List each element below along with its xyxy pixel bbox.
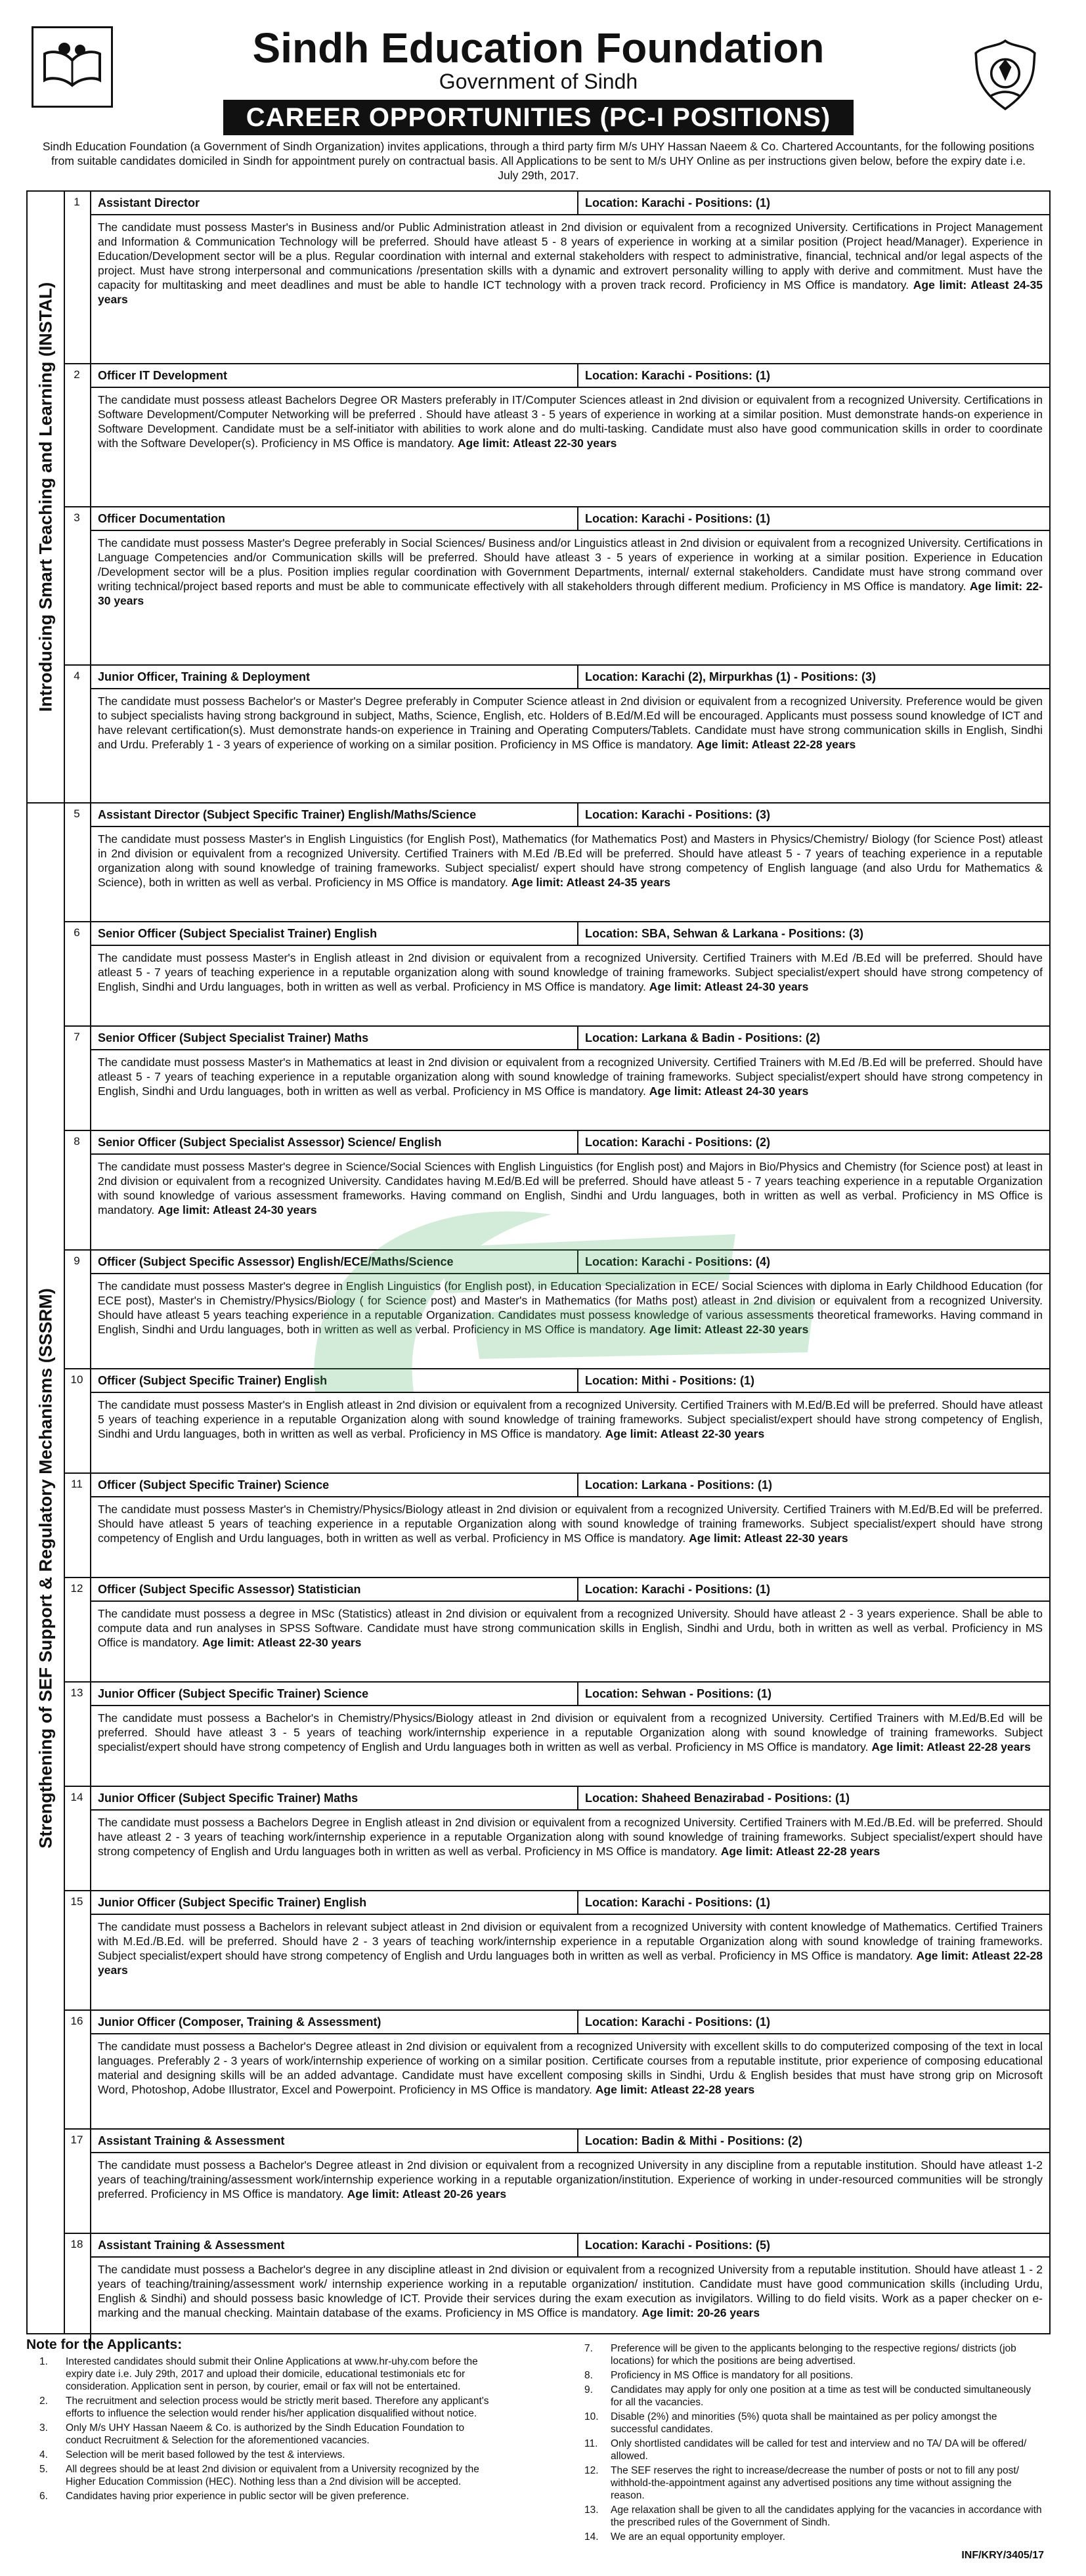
position-body xyxy=(91,666,1049,807)
note-number: 13. xyxy=(584,2504,599,2516)
position-description xyxy=(91,946,1049,998)
position-header xyxy=(91,1683,1049,1706)
age-limit: Age limit: Atleast 22-28 years xyxy=(98,1949,1043,1977)
note-item xyxy=(39,2463,499,2488)
position-row xyxy=(64,1578,1049,1683)
position-header xyxy=(91,2130,1049,2153)
position-body xyxy=(91,192,1049,363)
position-number: 13 xyxy=(64,1683,91,1786)
note-number: 7. xyxy=(584,2343,593,2354)
position-description xyxy=(91,1274,1049,1341)
note-item xyxy=(584,2342,1044,2367)
note-item xyxy=(584,2437,1044,2462)
position-body xyxy=(91,2234,1049,2350)
position-description xyxy=(91,1497,1049,1549)
position-title: Junior Officer (Composer, Training & Assessment) xyxy=(91,2011,578,2033)
description-text: The candidate must possess Master's in Business and/or Public Administration atleast in 2nd division or equivalent from a recognized University. Certifications in Project Management and Information & Communication Technology will be preferred. Should have atleast 5 - 8 years of experience in working at a similar position (Project head/Manager). Experience in Education/Development sector will be a plus. Regular coordination with internal and external stakeholders with respect to administrative, financial, technical and/or legal aspects of the project. Must have strong interpersonal and communications /presentation skills with a dynamic and extrovert personality willing to apply with derive and commitment. Must have the capacity for multitasking and meet deadlines and must be able to handle ICT technology with a proven track record. Proficiency in MS Office is mandatory. xyxy=(98,221,1043,291)
position-title: Officer (Subject Specific Trainer) Science xyxy=(91,1474,578,1496)
position-row xyxy=(64,1027,1049,1131)
note-number: 12. xyxy=(584,2465,599,2476)
position-location: Location: SBA, Sehwan & Larkana - Positions: (3) xyxy=(585,927,864,941)
description-text: The candidate must possess Master's in English atleast in 2nd division or equivalent from a recognized University. Certified Trainers with M.Ed/B.Ed will be preferred. Should have atleast 5 years of teaching experience in a reputable Organization along with sound knowledge of training frameworks. Subject specialist/expert should have strong competency of English, Sindhi and Urdu languages, both in written as well as verbal. Proficiency in MS Office is mandatory. xyxy=(98,1398,1043,1440)
position-row xyxy=(64,804,1049,922)
description-text: The candidate must possess a Bachelors in relevant subject atleast in 2nd division or equivalent from a recognized University with content knowledge of Mathematics. Certified Trainers with M.Ed./B.Ed. will be preferred. Should have 2 - 3 years of teaching work/internship experience in a reputable Organization along with sound knowledge of training frameworks. Subject specialist/expert should have strong competency of English and Urdu languages both in written as well as verbal. Proficiency in MS Office is mandatory. xyxy=(98,1920,1043,1963)
note-item xyxy=(584,2531,1044,2543)
age-limit: Age limit: Atleast 24-30 years xyxy=(158,1203,317,1217)
position-body xyxy=(91,1369,1049,1472)
description-text: The candidate must possess a Bachelor's degree in any discipline atleast in 2nd division or equivalent from a recognized University from a reputable institution. Should have atleast 1 - 2 years of teaching/training/assessment work/ internship experience working in a reputable organization/ institution. Candidate must have good communication skills (including Urdu, English & Sindhi) and should possess basic knowledge of ICT. Provide their services during the exam execution as invigilators. Willing to do field visits. Work as a paper checker on e-marking and the manual checking. Maintain database of the exams. Proficiency in MS Office is mandatory. xyxy=(98,2262,1043,2319)
note-text: Candidates may apply for only one position at a time as test will be conducted simultaneously for all the vacancies. xyxy=(611,2384,1032,2408)
position-body xyxy=(91,507,1049,664)
position-number: 17 xyxy=(64,2130,91,2233)
position-title: Officer (Subject Specific Assessor) Statistician xyxy=(91,1578,578,1600)
position-header xyxy=(91,1474,1049,1497)
position-row xyxy=(64,922,1049,1027)
position-row xyxy=(64,2011,1049,2130)
position-body xyxy=(91,1578,1049,1681)
position-number: 8 xyxy=(64,1131,91,1249)
description-text: The candidate must possess a Bachelor's Degree atleast in 2nd division or equivalent from a recognized University with excellent skills to do computerized composing of the text in local languages. Preferably 2 - 3 years of work/internship experience of working on a similar position. Certificate courses from a reputable institute, prior experience of composing educational material and designing skills will be an added advantage. Candidate must have excellent composing skills in Sindhi, Urdu & English besides that must have strong grip on Microsoft Word, Photoshop, Adobe Illustrator, Excel and Powerpoint. Proficiency in MS Office is mandatory. xyxy=(98,2039,1043,2096)
position-body xyxy=(91,364,1049,507)
description-text: The candidate must possess a Bachelor's Degree atleast in 2nd division or equivalent from a recognized University in any discipline from a reputable institution. Should have atleast 1-2 years of teaching/training/assessment work/internship experience working in a reputable organization/institution. Experience of working in under-resourced communities will be strongly preferred. Proficiency in MS Office is mandatory. xyxy=(98,2158,1043,2200)
description-text: The candidate must possess Bachelor's or Master's Degree preferably in Computer Science atleast in 2nd division or equivalent from a recognized University. Preference would be given to subject specialists having strong background in subject, Maths, Science, English, etc. Holders of B.Ed/M.Ed will be encouraged. Applicants must possess sound knowledge of ICT and have relevant certification(s). Must demonstrate hands-on experience in Training and Operating Computers/Tablets. Candidate must have strong communication skills in English, Sindhi and Urdu. Preferably 1 - 3 years of experience of working on a similar position. Proficiency in MS Office is mandatory. xyxy=(98,694,1043,751)
position-number: 2 xyxy=(64,364,91,507)
notes-left-column xyxy=(39,2355,499,2504)
position-number: 16 xyxy=(64,2011,91,2128)
age-limit: Age limit: Atleast 22-30 years xyxy=(649,1322,809,1336)
intro-text: Sindh Education Foundation (a Government of Sindh Organization) invites applications, through a third party firm M/s UHY Hassan Naeem & Co. Chartered Accountants, for the following positions from suitable candidates domiciled in Sindh for appointment purely on contractual basis. All Applications to be sent to M/s UHY Online as per instructions given below, before the expiry date i.e. July 29th, 2017. xyxy=(42,140,1035,182)
note-item xyxy=(39,2395,499,2420)
age-limit: Age limit: Atleast 22-30 years xyxy=(457,436,617,450)
note-item xyxy=(584,2464,1044,2502)
age-limit: Age limit: Atleast 22-28 years xyxy=(595,2082,755,2096)
note-number: 9. xyxy=(584,2384,593,2395)
reference-number: INF/KRY/3405/17 xyxy=(961,2550,1044,2561)
position-title: Officer (Subject Specific Trainer) English xyxy=(91,1369,578,1392)
note-text: Only M/s UHY Hassan Naeem & Co. is authorized by the Sindh Education Foundation to conduct Recruitment & Selection for the aforementioned vacancies. xyxy=(66,2422,465,2446)
position-number: 14 xyxy=(64,1787,91,1890)
note-number: 1. xyxy=(39,2356,48,2367)
position-body xyxy=(91,1474,1049,1577)
position-location: Location: Karachi - Positions: (1) xyxy=(585,1582,771,1596)
section-instal xyxy=(26,190,1051,804)
age-limit: Age limit: Atleast 24-30 years xyxy=(649,980,809,994)
position-number: 5 xyxy=(64,804,91,921)
description-text: The candidate must possess a Bachelor's in Chemistry/Physics/Biology atleast in 2nd division or equivalent from a recognized University. Certified Trainers with M.Ed/B.Ed will be preferred. Should have atleast 3 - 5 years of teaching work/internship experience in a reputable Organization along with sound knowledge of training frameworks. Subject specialist/expert should have strong competency of English and Urdu languages both in written as well as verbal. Proficiency in MS Office is mandatory. xyxy=(98,1711,1043,1754)
position-location: Location: Karachi - Positions: (4) xyxy=(585,1255,771,1268)
position-header xyxy=(91,1578,1049,1602)
position-location: Location: Larkana - Positions: (1) xyxy=(585,1478,773,1492)
position-body xyxy=(91,1131,1049,1249)
position-header xyxy=(91,1787,1049,1811)
position-location: Location: Karachi - Positions: (1) xyxy=(585,512,771,525)
note-text: All degrees should be at least 2nd division or equivalent from a University recognized by the Higher Education Commission (HEC). Nothing less than a 2nd division will be accepted. xyxy=(66,2464,479,2487)
age-limit: Age limit: 22-30 years xyxy=(98,580,1043,607)
note-item xyxy=(39,2422,499,2447)
position-row xyxy=(64,2130,1049,2234)
position-number: 1 xyxy=(64,192,91,363)
position-number: 10 xyxy=(64,1369,91,1472)
position-header xyxy=(91,364,1049,388)
note-text: Age relaxation shall be given to all the candidates applying for the vacancies in accordance with the prescribed rules of the Government of Sindh. xyxy=(611,2504,1042,2528)
position-row xyxy=(64,1787,1049,1891)
position-body xyxy=(91,804,1049,921)
note-number: 2. xyxy=(39,2395,48,2407)
age-limit: Age limit: Atleast 22-30 years xyxy=(689,1531,848,1545)
position-location: Location: Mithi - Positions: (1) xyxy=(585,1373,754,1387)
position-title: Assistant Training & Assessment xyxy=(91,2130,578,2152)
position-location: Location: Karachi (2), Mirpurkhas (1) - Positions: (3) xyxy=(585,670,877,683)
note-number: 4. xyxy=(39,2449,48,2460)
position-row xyxy=(64,1251,1049,1369)
position-header xyxy=(91,922,1049,946)
position-title: Officer (Subject Specific Assessor) English/ECE/Maths/Science xyxy=(91,1251,578,1273)
position-body xyxy=(91,1787,1049,1890)
position-number: 18 xyxy=(64,2234,91,2350)
position-location: Location: Larkana & Badin - Positions: (2) xyxy=(585,1031,821,1045)
position-rows xyxy=(64,804,1049,2333)
note-number: 11. xyxy=(584,2438,598,2449)
position-description xyxy=(91,531,1049,612)
note-text: Preference will be given to the applicants belonging to the respective regions/ districts (job locations) for which the positions are being advertised. xyxy=(611,2343,1016,2367)
position-number: 7 xyxy=(64,1027,91,1130)
note-text: The SEF reserves the right to increase/decrease the number of posts or not to fill any post/ withhold-the-appointment against any advertised positions any time without assigning the reason. xyxy=(611,2465,1020,2501)
position-description xyxy=(91,1706,1049,1758)
note-item xyxy=(39,2355,499,2393)
note-item xyxy=(584,2504,1044,2529)
description-text: The candidate must possess Master's in Chemistry/Physics/Biology atleast in 2nd division or equivalent from a recognized University. Certified Trainers with M.Ed/B.Ed will be preferred. Should have atleast 5 years of teaching experience in a reputable Organization along with sound knowledge of training frameworks. Subject specialist/expert should have strong competency of English and Urdu languages, both in written as well as verbal. Proficiency in MS Office is mandatory. xyxy=(98,1502,1043,1545)
age-limit: Age limit: Atleast 22-28 years xyxy=(871,1740,1031,1754)
note-text: Interested candidates should submit their Online Applications at www.hr-uhy.com before the expiry date i.e. July 29th, 2017 and upload their domicile, educational testimonials etc for consideration. Application sent in person, by courier, email or fax will not be entertained. xyxy=(66,2356,478,2392)
note-item xyxy=(584,2384,1044,2409)
description-text: The candidate must possess Master's Degree preferably in Social Sciences/ Business and/or Linguistics atleast in 2nd division or equivalent from a recognized University. Certifications in Language Competencies and/or Communication skills will be preferred. Should have atleast 3 - 5 years of experience in working at a similar position. Experience in Education /Development sector will be a plus. Position implies regular coordination with Government Departments, internal/ external stakeholders. Candidate must have strong command over writing technical/project based reports and must be able to communicate effectively with all stakeholders through different medium. Proficiency in MS Office is mandatory. xyxy=(98,536,1043,593)
note-number: 14. xyxy=(584,2531,599,2543)
position-description xyxy=(91,1050,1049,1102)
position-description xyxy=(91,1811,1049,1862)
position-location: Location: Karachi - Positions: (1) xyxy=(585,368,771,382)
position-header xyxy=(91,1131,1049,1155)
note-item xyxy=(39,2449,499,2461)
position-body xyxy=(91,1891,1049,2009)
banner-title: CAREER OPPORTUNITIES (PC-I POSITIONS) xyxy=(223,100,854,135)
position-location: Location: Karachi - Positions: (1) xyxy=(585,2015,771,2029)
note-item xyxy=(39,2490,499,2502)
note-text: We are an equal opportunity employer. xyxy=(611,2531,785,2543)
note-number: 6. xyxy=(39,2491,48,2502)
position-number: 12 xyxy=(64,1578,91,1681)
position-location: Location: Karachi - Positions: (3) xyxy=(585,808,771,821)
position-row xyxy=(64,2234,1049,2350)
position-row xyxy=(64,364,1049,508)
position-title: Senior Officer (Subject Specialist Trainer) Maths xyxy=(91,1027,578,1049)
note-item xyxy=(584,2369,1044,2382)
age-limit: Age limit: Atleast 22-30 years xyxy=(202,1635,362,1649)
note-number: 5. xyxy=(39,2464,48,2475)
age-limit: Age limit: 20-26 years xyxy=(641,2306,760,2319)
sindh-govt-seal xyxy=(967,36,1044,114)
position-description xyxy=(91,2153,1049,2205)
position-title: Officer Documentation xyxy=(91,507,578,530)
note-number: 8. xyxy=(584,2370,593,2381)
section-label: Strengthening of SEF Support & Regulatory Mechanisms (SSSRM) xyxy=(28,804,65,2333)
position-title: Officer IT Development xyxy=(91,364,578,387)
position-description xyxy=(91,689,1049,756)
position-body xyxy=(91,922,1049,1025)
position-number: 15 xyxy=(64,1891,91,2009)
age-limit: Age limit: Atleast 22-28 years xyxy=(696,737,856,751)
description-text: The candidate must possess Master's degree in Science/Social Sciences with English Linguistics (for English post) and Majors in Bio/Physics and Chemistry (for Science post) at least in 2nd division or equivalent from a recognized University. Candidates having M.Ed/B.Ed will be preferred. Should have atleast 5 - 7 years teaching experience in a reputable Organization with sound knowledge of various assessment frameworks. Having command on English, Sindhi and Urdu languages, both in written as well as verbal. Proficiency in MS Office is mandatory. xyxy=(98,1160,1043,1217)
position-header xyxy=(91,2234,1049,2258)
age-limit: Age limit: Atleast 24-30 years xyxy=(649,1084,809,1098)
note-text: Selection will be merit based followed by the test & interviews. xyxy=(66,2449,345,2460)
position-title: Junior Officer (Subject Specific Trainer) English xyxy=(91,1891,578,1914)
note-text: Proficiency in MS Office is mandatory for all positions. xyxy=(611,2370,854,2381)
position-description xyxy=(91,388,1049,454)
position-number: 3 xyxy=(64,507,91,664)
position-description xyxy=(91,215,1049,311)
position-header xyxy=(91,1891,1049,1915)
position-location: Location: Shaheed Benazirabad - Positions: (1) xyxy=(585,1792,850,1805)
position-body xyxy=(91,1027,1049,1130)
org-name: Sindh Education Foundation xyxy=(252,24,825,72)
position-header xyxy=(91,666,1049,689)
government-line: Government of Sindh xyxy=(439,70,638,93)
position-location: Location: Sehwan - Positions: (1) xyxy=(585,1687,772,1701)
position-rows xyxy=(64,192,1049,802)
position-header xyxy=(91,2011,1049,2034)
position-row xyxy=(64,666,1049,807)
position-number: 11 xyxy=(64,1474,91,1577)
age-limit: Age limit: Atleast 24-35 years xyxy=(98,278,1043,306)
position-title: Junior Officer, Training & Deployment xyxy=(91,666,578,688)
position-description xyxy=(91,1915,1049,1981)
position-header xyxy=(91,1369,1049,1393)
position-row xyxy=(64,1891,1049,2010)
position-description xyxy=(91,1393,1049,1445)
position-row xyxy=(64,1131,1049,1250)
note-text: Candidates having prior experience in public sector will be given preference. xyxy=(66,2491,409,2502)
position-title: Assistant Training & Assessment xyxy=(91,2234,578,2256)
notes-right-column xyxy=(584,2342,1044,2545)
section-label: Introducing Smart Teaching and Learning (INSTAL) xyxy=(28,192,65,802)
position-location: Location: Badin & Mithi - Positions: (2) xyxy=(585,2134,802,2147)
position-description xyxy=(91,2034,1049,2101)
position-title: Senior Officer (Subject Specialist Assessor) Science/ English xyxy=(91,1131,578,1153)
position-number: 9 xyxy=(64,1251,91,1368)
section-sssrm xyxy=(26,802,1051,2334)
advertisement-page xyxy=(26,26,1051,2567)
description-text: The candidate must possess a Bachelors Degree in English atleast in 2nd division or equivalent from a recognized University. Certified Trainers with M.Ed./B.Ed. will be preferred. Should have atleast 2 - 3 years of teaching work/internship experience in a reputable Organization along with sound knowledge of training frameworks. Subject specialist/expert should have strong competency of English and Urdu languages both in written as well as verbal. Proficiency in MS Office is mandatory. xyxy=(98,1816,1043,1858)
notes xyxy=(26,2338,1051,2562)
note-text: Disable (2%) and minorities (5%) quota shall be maintained as per policy amongst the successful candidates. xyxy=(611,2411,997,2435)
position-title: Junior Officer (Subject Specific Trainer) Science xyxy=(91,1683,578,1705)
position-location: Location: Karachi - Positions: (1) xyxy=(585,1896,771,1910)
age-limit: Age limit: Atleast 20-26 years xyxy=(347,2187,507,2200)
position-body xyxy=(91,1251,1049,1368)
position-body xyxy=(91,1683,1049,1786)
position-title: Junior Officer (Subject Specific Trainer) Maths xyxy=(91,1787,578,1809)
age-limit: Age limit: Atleast 22-28 years xyxy=(720,1845,880,1858)
description-text: The candidate must possess atleast Bachelors Degree OR Masters preferably in IT/Computer Sciences atleast in 2nd division or equivalent from a recognized University. Certifications in Software Development/Computer Networking will be preferred . Should have atleast 3 - 5 years of experience in working at a similar position. Must demonstrate hands-on experience in Software Development. Candidate must be a self-initiator with abilities to work alone and do multi-tasking. Candidate must also have good communication skills in order to coordinate with the Software Developer(s). Proficiency in MS Office is mandatory. xyxy=(98,393,1043,450)
position-body xyxy=(91,2130,1049,2233)
description-text: The candidate must possess Master's in English atleast in 2nd division or equivalent from a recognized University. Certified Trainers with M.Ed /B.Ed will be preferred. Should have atleast 5 - 7 years of teaching experience in a reputable organization along with sound knowledge of training frameworks. Subject specialist/expert should have strong competency of English, Sindhi and Urdu languages, both in written as well as verbal. Proficiency in MS Office is mandatory. xyxy=(98,951,1043,994)
position-location: Location: Karachi - Positions: (2) xyxy=(585,1136,771,1149)
position-header xyxy=(91,1251,1049,1274)
position-header xyxy=(91,804,1049,827)
position-location: Location: Karachi - Positions: (1) xyxy=(585,196,771,209)
position-header xyxy=(91,1027,1049,1050)
position-header xyxy=(91,192,1049,215)
position-row xyxy=(64,1369,1049,1474)
age-limit: Age limit: Atleast 24-35 years xyxy=(511,876,671,889)
position-number: 4 xyxy=(64,666,91,807)
description-text: The candidate must possess a degree in MSc (Statistics) atleast in 2nd division or equivalent from a recognized University. Should have atleast 2 - 3 years experience. Shall be able to compute data and run analyses in SPSS Software. Candidate must have strong communication skills in English, Sindhi and Urdu, both in written as well as verbal. Proficiency in MS Office is mandatory. xyxy=(98,1606,1043,1649)
note-number: 10. xyxy=(584,2411,599,2422)
position-description xyxy=(91,2258,1049,2324)
note-number: 3. xyxy=(39,2422,48,2434)
notes-heading: Note for the Applicants: xyxy=(26,2337,183,2352)
position-title: Assistant Director (Subject Specific Trainer) English/Maths/Science xyxy=(91,804,578,826)
position-description xyxy=(91,1155,1049,1221)
description-text: The candidate must possess Master's in Mathematics at least in 2nd division or equivalent from a recognized University. Certified Trainers with M.Ed /B.Ed will be preferred. Should have atleast 5 - 7 years of teaching experience in a reputable organization along with sound knowledge of training frameworks. Subject specialist/expert should have strong competency in English, Sindhi and Urdu languages, both in written as well as verbal. Proficiency in MS Office is mandatory. xyxy=(98,1056,1043,1098)
age-limit: Age limit: Atleast 22-30 years xyxy=(605,1427,765,1440)
position-location: Location: Karachi - Positions: (5) xyxy=(585,2238,771,2252)
description-text: The candidate must possess Master's in English Linguistics (for English Post), Mathematics (for Mathematics Post) and Masters in Physics/Chemistry/ Biology (for Science Post) atleast in 2nd division or equivalent from a recognized University. Certified Trainers with M.Ed /B.Ed will be preferred. Should have atleast 5 - 7 years of teaching experience in a reputable organization along with sound knowledge of training frameworks. Subject specialist/ expert should have strong competency of English language (and also Urdu for Mathematics & Science), both in written as well as verbal. Proficiency in MS Office is mandatory. xyxy=(98,832,1043,889)
position-row xyxy=(64,507,1049,666)
position-description xyxy=(91,827,1049,893)
note-item xyxy=(584,2411,1044,2436)
position-title: Assistant Director xyxy=(91,192,578,214)
description-text: The candidate must possess Master's degree in English Linguistics (for English post), in Education Specialization in ECE/ Social Sciences with diploma in Early Childhood Education (for ECE post), Master's in Chemistry/Physics/Biology ( for Science post) and Master's in Mathematics (for Maths post) atleast in 2nd division or equivalent from a recognized University. Should have atleast 5 years teaching experience in a reputable Organization. Candidates must possess knowledge of various assessments theoretical frameworks. Having command in English, Sindhi and Urdu languages, both in written as well as verbal. Proficiency in MS Office is mandatory. xyxy=(98,1279,1043,1336)
note-text: The recruitment and selection process would be strictly merit based. Therefore any applicant's efforts to influence the selection would render his/her application disqualified without notice. xyxy=(66,2395,489,2419)
position-number: 6 xyxy=(64,922,91,1025)
position-row xyxy=(64,1474,1049,1578)
position-row xyxy=(64,1683,1049,1787)
position-description xyxy=(91,1602,1049,1654)
position-row xyxy=(64,192,1049,364)
note-text: Only shortlisted candidates will be called for test and interview and no TA/ DA will be offered/ allowed. xyxy=(611,2438,1027,2462)
position-title: Senior Officer (Subject Specialist Trainer) English xyxy=(91,922,578,945)
position-header xyxy=(91,507,1049,531)
position-body xyxy=(91,2011,1049,2128)
